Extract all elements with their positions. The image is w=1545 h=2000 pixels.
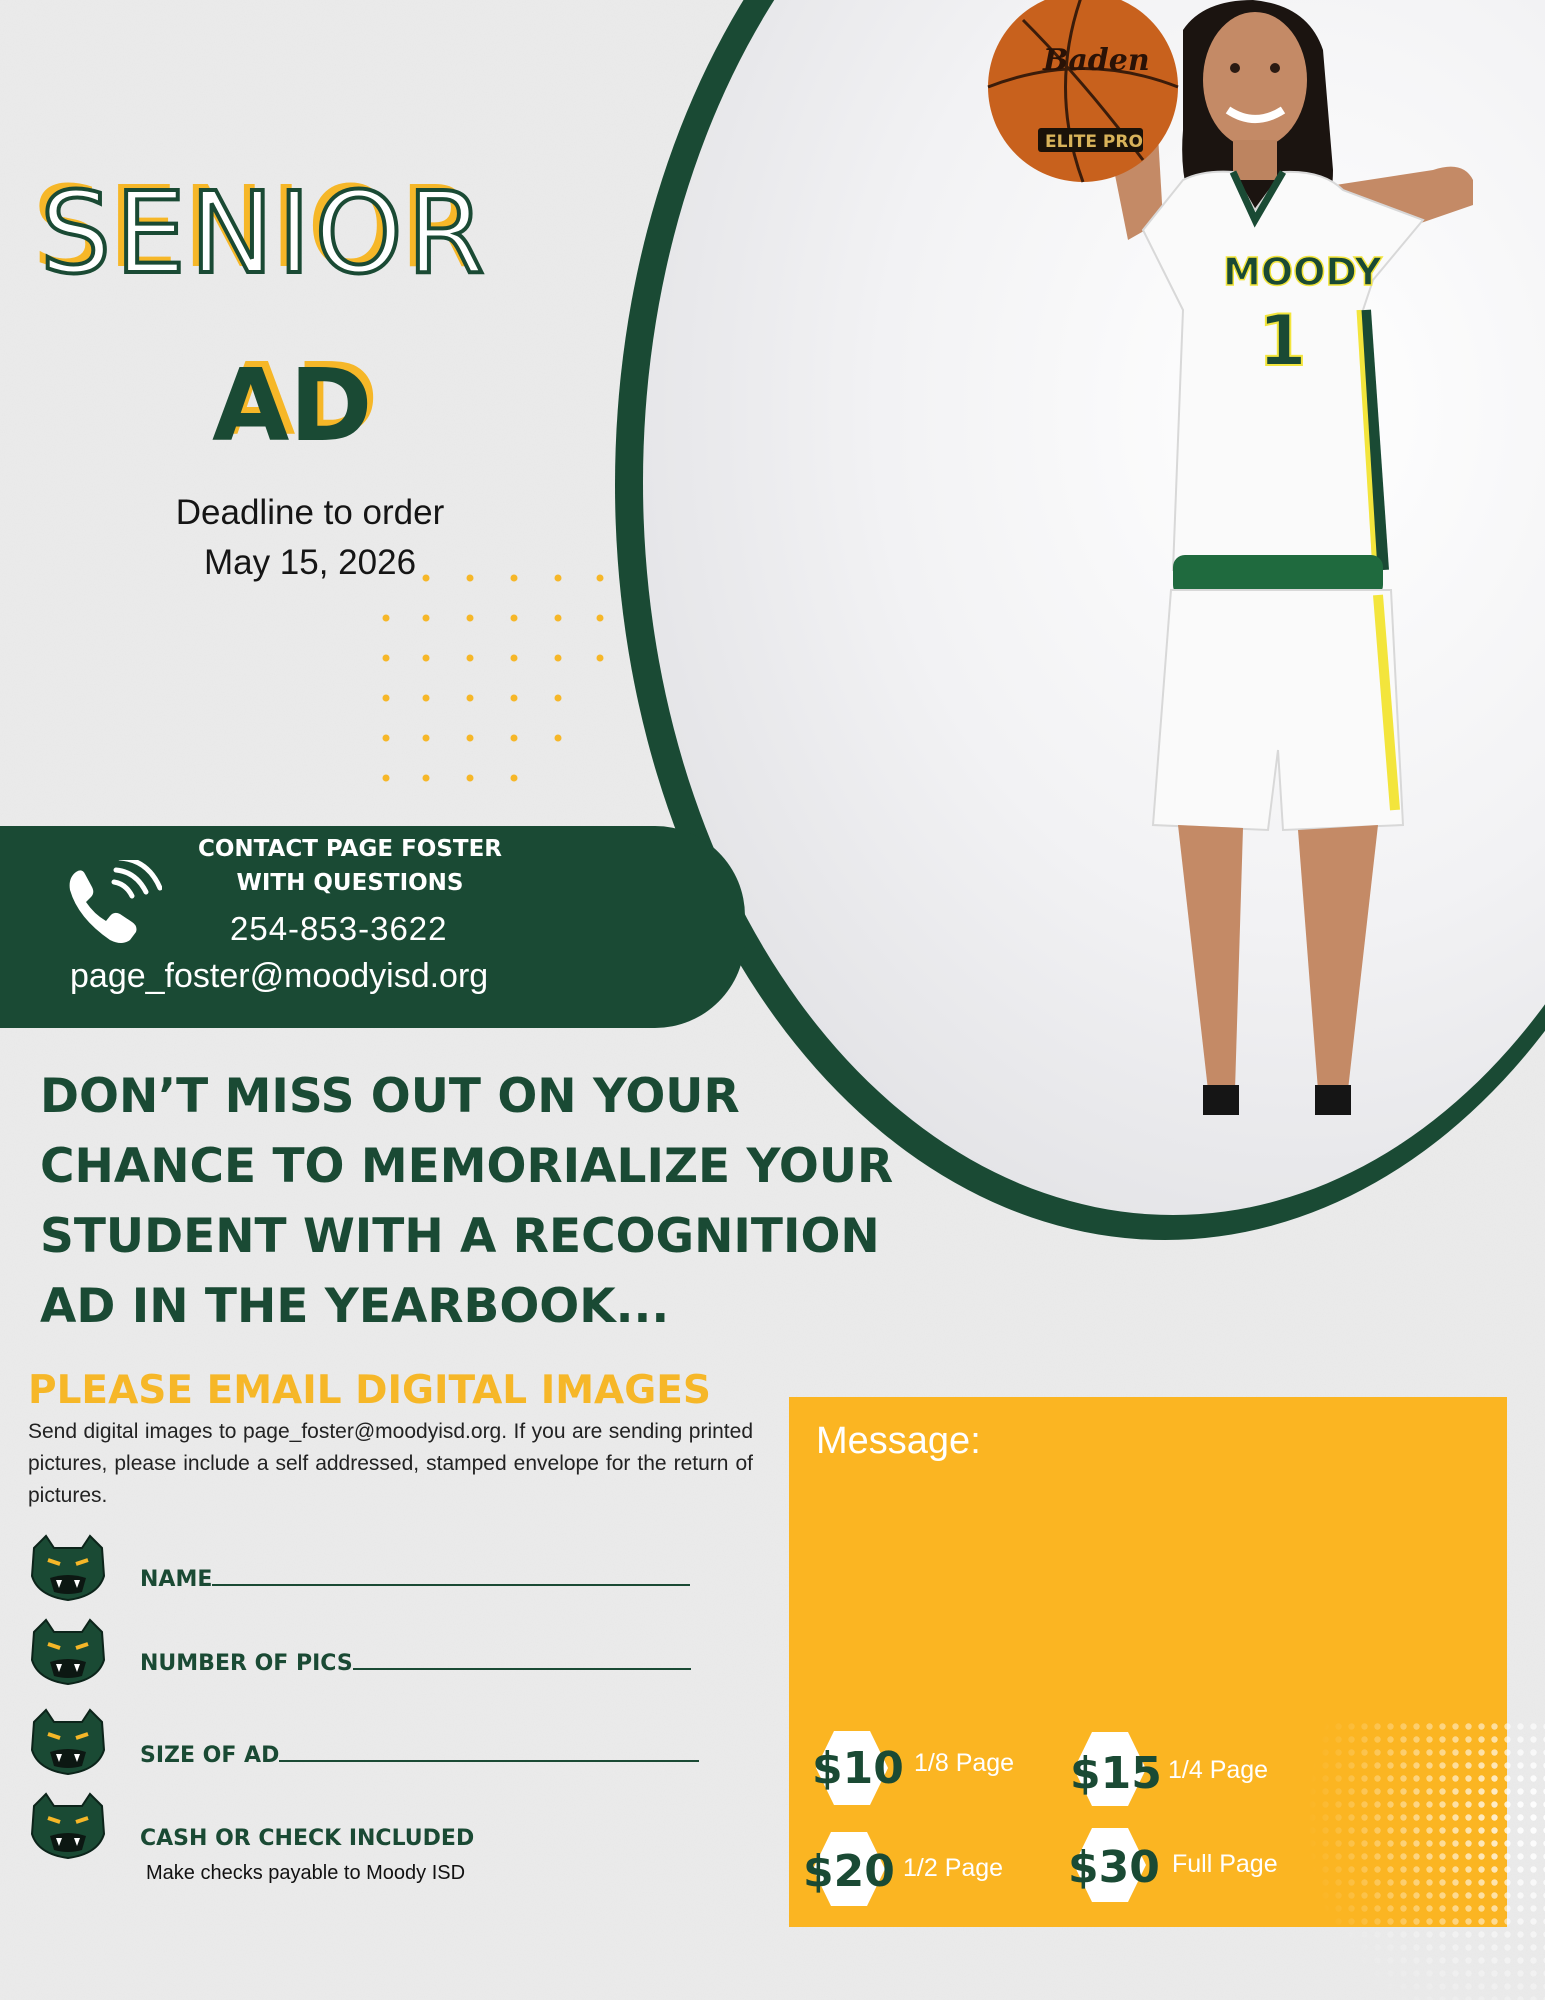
form-field-size [28, 1706, 748, 1776]
deadline-date: May 15, 2026 [203, 543, 417, 582]
name-field-label: NAME [140, 1567, 213, 1592]
deadline-label: Deadline to order [175, 493, 445, 532]
checks-payable-note: Make checks payable to Moody ISD [146, 1862, 466, 1884]
phone-ringing-icon [62, 860, 162, 950]
number-of-pics-field[interactable] [140, 1650, 691, 1676]
number-of-pics-blank-line[interactable] [353, 1650, 691, 1670]
price-size: 1/8 Page [914, 1749, 1015, 1777]
email-section-body: Send digital images to page_foster@moodyisd.org. If you are sending printed pictures, please include a self addressed, stamped envelope for the return of pictures. [28, 1420, 753, 1507]
size-of-ad-blank-line[interactable] [279, 1742, 699, 1762]
size-of-ad-label: SIZE OF AD [140, 1743, 280, 1768]
contact-email[interactable]: page_foster@moodyisd.org [70, 957, 489, 995]
form-field-pics [28, 1616, 748, 1686]
headline [40, 1062, 920, 1342]
bearcat-mascot-icon [28, 1790, 108, 1860]
size-of-ad-field[interactable] [140, 1742, 699, 1768]
headline-line4: AD IN THE YEARBOOK... [40, 1279, 670, 1334]
title-ad: AD [212, 347, 373, 464]
price-amount: $10 [812, 1743, 904, 1794]
name-blank-line[interactable] [212, 1566, 690, 1586]
contact-heading-line1: CONTACT PAGE FOSTER [197, 836, 503, 862]
bearcat-mascot-icon [28, 1616, 108, 1686]
form-field-payment [28, 1790, 748, 1860]
form-field-name [28, 1532, 748, 1602]
jersey-text: MOODY [1223, 250, 1382, 294]
message-label: Message: [816, 1420, 981, 1462]
price-size: 1/2 Page [903, 1854, 1004, 1882]
price-size: Full Page [1172, 1850, 1278, 1878]
price-option-quarter [1066, 1730, 1326, 1820]
price-size: 1/4 Page [1168, 1756, 1269, 1784]
number-of-pics-label: NUMBER OF PICS [140, 1651, 353, 1676]
bearcat-mascot-icon [28, 1706, 108, 1776]
price-amount: $15 [1070, 1748, 1162, 1799]
headline-line1: DON’T MISS OUT ON YOUR [40, 1069, 740, 1124]
headline-line2: CHANCE TO MEMORIALIZE YOUR [40, 1139, 894, 1194]
ball-brand-text: Baden [1043, 43, 1150, 78]
title-senior: SENIOR [40, 169, 489, 299]
name-field[interactable] [140, 1566, 690, 1592]
contact-heading-line2: WITH QUESTIONS [236, 870, 464, 896]
price-option-full [1066, 1826, 1326, 1916]
price-option-half [805, 1830, 1065, 1920]
headline-line3: STUDENT WITH A RECOGNITION [40, 1209, 880, 1264]
price-option-eighth [808, 1725, 1068, 1815]
price-amount: $20 [803, 1846, 895, 1897]
ball-model-text: ELITE PRO [1045, 132, 1143, 152]
email-section-heading: PLEASE EMAIL DIGITAL IMAGES [28, 1368, 711, 1413]
price-amount: $30 [1068, 1842, 1160, 1893]
contact-heading [150, 832, 550, 900]
cash-or-check-label: CASH OR CHECK INCLUDED [140, 1826, 475, 1851]
bearcat-mascot-icon [28, 1532, 108, 1602]
jersey-number: 1 [1258, 300, 1307, 382]
contact-phone[interactable]: 254-853-3622 [230, 910, 448, 947]
decorative-dot-grid [378, 570, 618, 790]
